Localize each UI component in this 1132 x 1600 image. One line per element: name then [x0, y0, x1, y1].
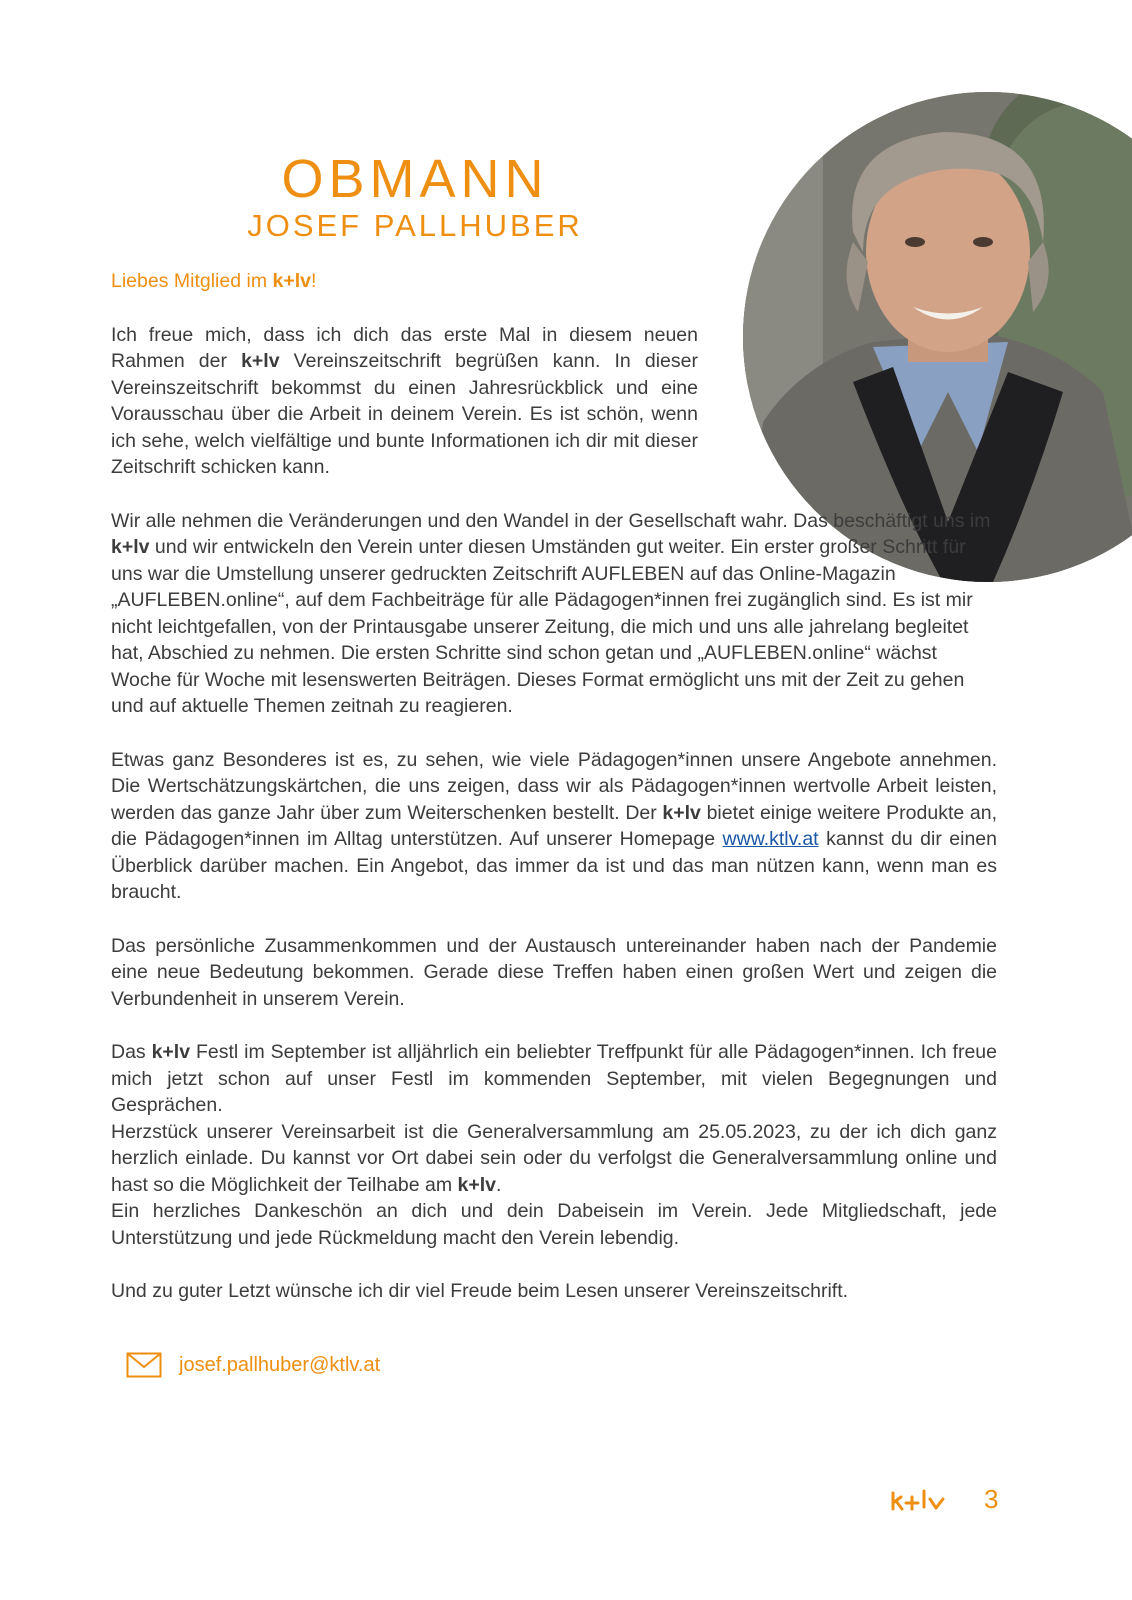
- brand-name: k+lv: [151, 1041, 191, 1063]
- page-title: OBMANN: [281, 149, 549, 209]
- brand-name: k+lv: [111, 536, 150, 558]
- page-number: 3: [984, 1484, 999, 1514]
- brand-name: k+lv: [457, 1173, 496, 1196]
- paragraph-4: Das persönliche Zusammenkommen und der Austausch untereinander haben nach der Pandemie eine neue Bedeutung bekommen. Gerade diese Treffen haben einen großen Wert und zeigen die Verbundenheit in unserem Verein.: [111, 934, 997, 1010]
- brand-name: k+lv: [662, 801, 701, 824]
- page-subtitle: JOSEF PALLHUBER: [247, 208, 583, 243]
- page-header: [110, 150, 720, 244]
- brand-name: k+lv: [241, 350, 280, 372]
- page-footer: [890, 1484, 998, 1515]
- paragraph-2: Wir alle nehmen die Veränderungen und den Wandel in der Gesellschaft wahr. Das beschäftigt uns im k+lv und wir entwickeln den Verein unter diesen Umständen gut weiter. Ein erster großer Schritt für uns war die Umstellung unserer gedruckten Zeitschrift AUFLEBEN auf das Online-Magazin „AUFLEBEN.online“, auf dem Fachbeiträge für alle Pädagogen*innen frei zugänglich sind. Es ist mir nicht leichtgefallen, von der Printausgabe unserer Zeitung, die mich und uns alle jahrelang begleitet hat, Abschied zu nehmen. Die ersten Schritte sind schon getan und „AUFLEBEN.online“ wächst Woche für Woche mit lesenswerten Beiträgen. Dieses Format ermöglicht uns mit der Zeit zu gehen und auf aktuelle Themen zeitnah zu reagieren.: [111, 509, 991, 717]
- paragraph-1: Ich freue mich, dass ich dich das erste Mal in diesem neuen Rahmen der k+lv Vereinszeitschrift begrüßen kann. In dieser Vereinszeitschrift bekommst du einen Jahresrückblick und eine Vorausschau über die Arbeit in deinem Verein. Es ist schön, wenn ich sehe, welch vielfältige und bunte Informationen ich dir mit dieser Zeitschrift schicken kann.: [111, 323, 698, 478]
- contact-email[interactable]: [126, 1352, 380, 1378]
- paragraph-5b: Herzstück unserer Vereinsarbeit ist die Generalversammlung am 25.05.2023, zu der ich dich ganz herzlich einlade. Du kannst vor Ort dabei sein oder du verfolgst die Generalversammlung online und hast so die Möglichkeit der Teilhabe am k+lv.: [111, 1120, 997, 1196]
- email-address[interactable]: josef.pallhuber@ktlv.at: [179, 1353, 381, 1376]
- klv-logo: [890, 1488, 946, 1512]
- brand-name: k+lv: [272, 270, 311, 292]
- greeting: Liebes Mitglied im k+lv!: [111, 270, 317, 292]
- paragraph-5a: Das k+lv Festl im September ist alljährlich ein beliebter Treffpunkt für alle Pädagogen*innen. Ich freue mich jetzt schon auf unser Festl im kommenden September, mit vielen Begegnungen und Gesprächen.: [111, 1041, 997, 1116]
- paragraph-6: Und zu guter Letzt wünsche ich dir viel Freude beim Lesen unserer Vereinszeitschrift.: [111, 1280, 849, 1302]
- paragraph-5c: Ein herzliches Dankeschön an dich und dein Dabeisein im Verein. Jede Mitgliedschaft, jede Unterstützung und jede Rückmeldung macht den Verein lebendig.: [111, 1200, 997, 1249]
- letter-body: [111, 268, 997, 1332]
- homepage-link[interactable]: www.ktlv.at: [722, 828, 819, 850]
- mail-icon: [126, 1352, 162, 1378]
- paragraph-3: Etwas ganz Besonderes ist es, zu sehen, wie viele Pädagogen*innen unsere Angebote annehmen. Die Wertschätzungskärtchen, die uns zeigen, dass wir als Pädagogen*innen wertvolle Arbeit leisten, werden das ganze Jahr über zum Weiterschenken bestellt. Der k+lv bietet einige weitere Produkte an, die Pädagogen*innen im Alltag unterstützen. Auf unserer Homepage www.ktlv.at kannst du dir einen Überblick darüber machen. Ein Angebot, das immer da ist und das man nützen kann, wenn man es braucht.: [111, 748, 997, 903]
